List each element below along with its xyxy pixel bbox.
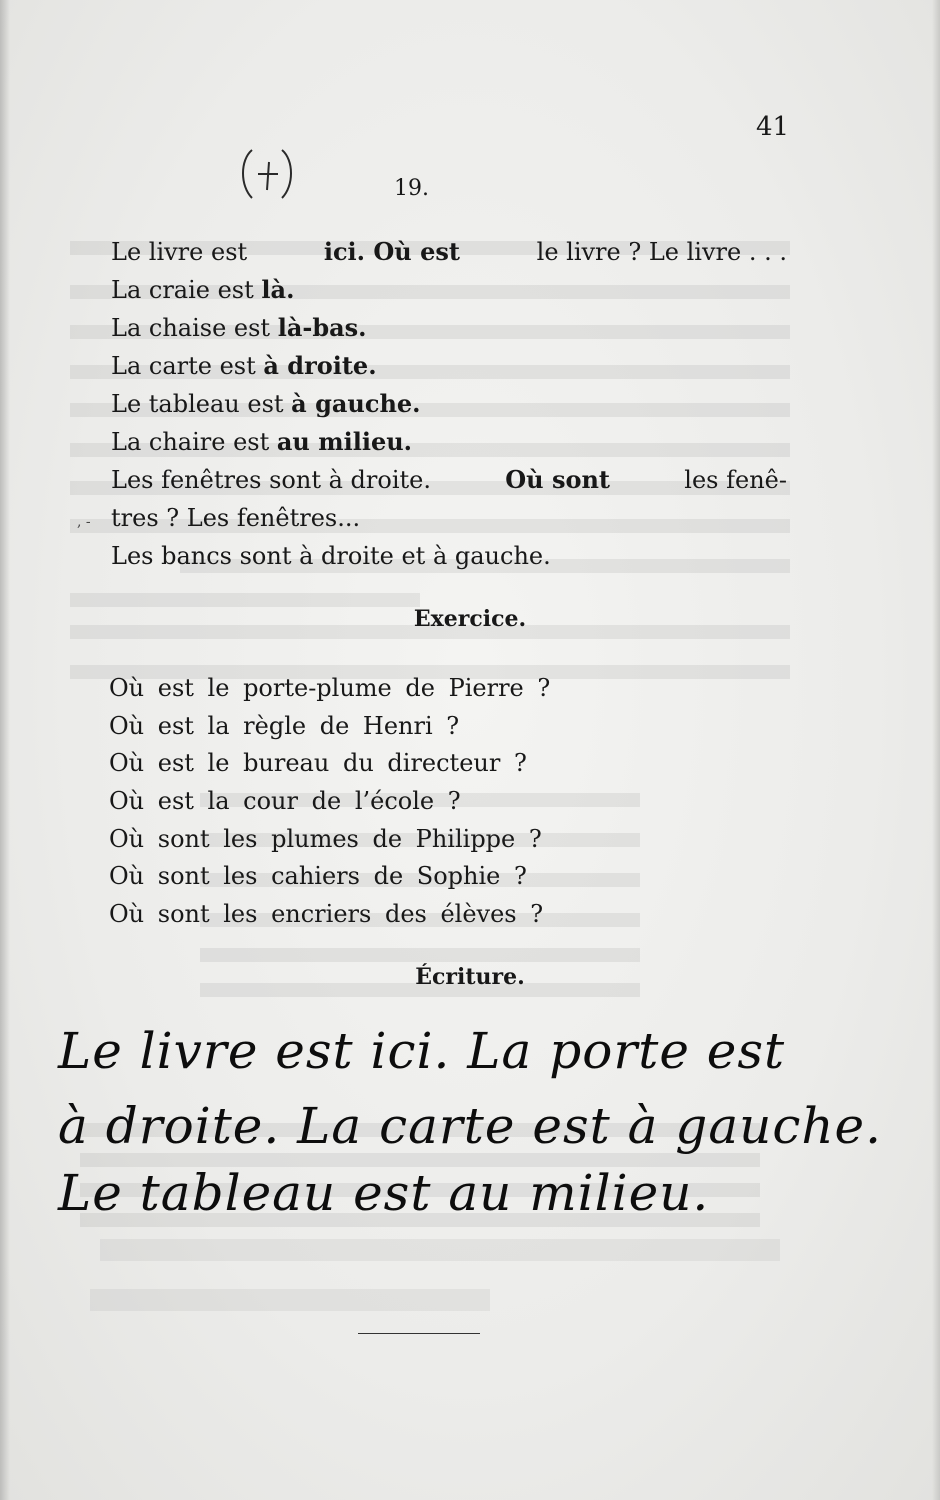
reading-text: le livre ? Le livre . . . (536, 238, 787, 266)
page-number: 41 (756, 112, 790, 142)
reading-bold-text: Où sont (505, 465, 611, 494)
reading-line (111, 537, 787, 575)
reading-text: La craie est (111, 276, 262, 304)
reading-bold-text: à gauche. (291, 389, 421, 418)
lesson-number: 19. (394, 176, 429, 201)
reading-text: Les bancs sont à droite et à gauche. (111, 542, 551, 570)
pencil-annotation-icon (236, 146, 298, 202)
reading-line (111, 271, 787, 309)
exercise-question: Où est la cour de l’école ? (109, 787, 461, 816)
writing-heading: Écriture. (415, 964, 525, 990)
reading-text: Le tableau est (111, 390, 292, 418)
exercise-question: Où est la règle de Henri ? (109, 711, 460, 740)
cursive-line: Le tableau est au milieu. (58, 1164, 710, 1222)
reading-text: les fenê- (684, 466, 787, 494)
reading-text: tres ? Les fenêtres... (111, 504, 361, 532)
reading-text: La chaise est (111, 314, 278, 342)
reading-bold-text: à droite. (263, 351, 377, 380)
reading-text: Les fenêtres sont à droite. (111, 466, 431, 494)
reading-passage (77, 233, 787, 575)
exercise-question: Où sont les encriers des élèves ? (109, 900, 544, 929)
reading-line (111, 461, 787, 499)
reading-text: Le livre est (111, 238, 248, 266)
exercise-question: Où est le bureau du directeur ? (109, 749, 527, 778)
cursive-line: Le livre est ici. La porte est (58, 1022, 786, 1080)
reading-line (77, 499, 787, 537)
margin-tick-icon: , - (77, 514, 91, 530)
exercise-heading: Exercice. (413, 606, 527, 632)
reading-bold-text: là-bas. (277, 313, 367, 342)
exercise-question: Où sont les plumes de Philippe ? (109, 824, 542, 853)
reading-line (111, 423, 787, 461)
reading-text: La carte est (111, 352, 264, 380)
cursive-line: à droite. La carte est à gauche. (58, 1097, 883, 1155)
reading-line (111, 347, 787, 385)
end-rule-divider (358, 1333, 480, 1334)
exercise-question-list (109, 670, 550, 934)
exercise-question: Où est le porte-plume de Pierre ? (109, 674, 551, 702)
reading-text: La chaire est (111, 428, 277, 456)
reading-line (111, 233, 787, 271)
reading-bold-text: là. (261, 275, 295, 304)
reading-bold-text: ici. Où est (323, 237, 460, 266)
reading-bold-text: au milieu. (276, 427, 413, 456)
reading-line (111, 309, 787, 347)
reading-line (111, 385, 787, 423)
exercise-question: Où sont les cahiers de Sophie ? (109, 862, 527, 891)
